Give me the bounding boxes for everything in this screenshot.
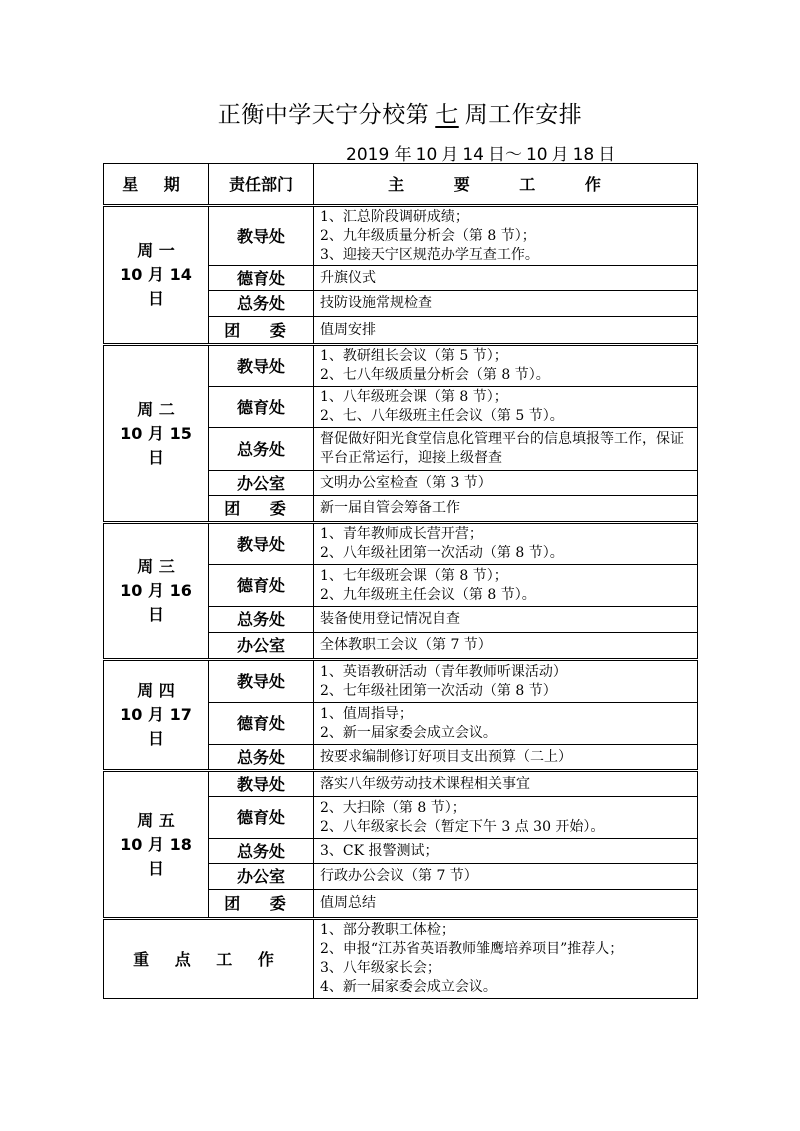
task-cell: [314, 703, 698, 745]
task-line: 2、九年级班主任会议（第 8 节）。: [320, 586, 536, 603]
task-line: 督促做好阳光食堂信息化管理平台的信息填报等工作，保证平台正常运行，迎接上级督查: [320, 431, 684, 466]
day-cell: [104, 345, 209, 523]
task-line: 2、七、八年级班主任会议（第 5 节）。: [320, 408, 564, 424]
task-line: 文明办公室检查（第 3 节）: [320, 474, 492, 491]
header-work: 主 要 工 作: [314, 164, 698, 206]
table-row: [104, 523, 698, 565]
dept-cell: 团 委: [209, 496, 314, 523]
title-suffix: 周工作安排: [464, 102, 583, 128]
task-line: 2、新一届家委会成立会议。: [320, 724, 497, 741]
task-line: 2、申报“江苏省英语教师雏鹰培养项目”推荐人；: [320, 941, 624, 957]
task-line: 新一届自管会筹备工作: [320, 500, 460, 516]
task-line: 2、七年级社团第一次活动（第 8 节）: [320, 682, 557, 699]
task-line: 值周总结: [320, 895, 376, 911]
task-line: 1、青年教师成长营开营；: [320, 526, 483, 542]
task-line: 按要求编制修订好项目支出预算（二上）: [320, 748, 572, 765]
dept-cell: 总务处: [209, 745, 314, 771]
task-cell: [314, 206, 698, 266]
task-cell: [314, 345, 698, 387]
dept-cell: 德育处: [209, 797, 314, 839]
dept-cell: 教导处: [209, 206, 314, 266]
task-cell: [314, 797, 698, 839]
task-line: 2、大扫除（第 8 节）；: [320, 799, 466, 816]
day-name: 周 二: [137, 399, 175, 419]
schedule-table: [103, 163, 698, 999]
dept-cell: 总务处: [209, 839, 314, 864]
day-name: 周 一: [137, 241, 175, 260]
task-line: 升旗仪式: [320, 269, 376, 286]
task-line: 1、教研组长会议（第 5 节）；: [320, 348, 508, 364]
task-cell: [314, 266, 698, 291]
dept-cell: 德育处: [209, 387, 314, 428]
title-prefix: 正衡中学天宁分校第: [217, 102, 430, 128]
task-cell: [314, 771, 698, 797]
day-cell: [104, 523, 209, 660]
dept-cell: 办公室: [209, 864, 314, 890]
table-row: [104, 771, 698, 797]
task-cell: [314, 428, 698, 471]
title-week-number: 七: [435, 102, 459, 128]
day-date: 10 月 18 日: [120, 834, 192, 878]
task-line: 1、汇总阶段调研成绩；: [320, 208, 469, 225]
day-cell: [104, 206, 209, 345]
task-cell: [314, 633, 698, 660]
task-cell: [314, 890, 698, 919]
table-row: [104, 206, 698, 266]
table-header-row: [104, 164, 698, 206]
task-cell: [314, 660, 698, 703]
task-line: 全体教职工会议（第 7 节）: [320, 637, 492, 653]
task-line: 落实八年级劳动技术课程相关事宜: [320, 775, 530, 792]
task-cell: [314, 565, 698, 607]
dept-cell: 教导处: [209, 771, 314, 797]
date-separator: 日～: [487, 145, 522, 165]
day-name: 周 四: [137, 681, 175, 700]
date-end-month: 10: [525, 145, 548, 165]
task-cell: [314, 523, 698, 565]
task-line: 1、英语教研活动（青年教师听课活动）: [320, 663, 567, 680]
dept-cell: 总务处: [209, 607, 314, 633]
task-line: 1、部分教职工体检；: [320, 922, 455, 938]
task-cell: [314, 291, 698, 317]
key-work-cell: [314, 919, 698, 999]
task-line: 1、八年级班会课（第 8 节）；: [320, 389, 508, 405]
day-cell: [104, 660, 209, 771]
date-start-month: 10: [415, 145, 438, 165]
date-end-day: 18: [572, 145, 595, 165]
dept-cell: 德育处: [209, 703, 314, 745]
dept-cell: 德育处: [209, 565, 314, 607]
task-cell: [314, 607, 698, 633]
date-year: 2019 年: [346, 145, 412, 165]
task-line: 2、八年级家长会（暂定下午 3 点 30 开始）。: [320, 818, 605, 835]
task-cell: [314, 317, 698, 345]
task-line: 2、九年级质量分析会（第 8 节）；: [320, 227, 536, 244]
dept-cell: 办公室: [209, 471, 314, 496]
task-line: 3、八年级家长会；: [320, 960, 441, 976]
task-cell: [314, 471, 698, 496]
day-date: 10 月 16 日: [120, 581, 192, 624]
date-end-label: 日: [598, 145, 616, 165]
header-day: 星 期: [104, 164, 209, 206]
task-line: 1、值周指导；: [320, 705, 413, 722]
task-cell: [314, 864, 698, 890]
date-range: [346, 140, 615, 165]
date-month-label: 月: [441, 145, 459, 165]
task-cell: [314, 839, 698, 864]
task-line: 3、CK 报警测试；: [320, 842, 439, 859]
task-line: 技防设施常规检查: [320, 295, 432, 311]
dept-cell: 教导处: [209, 660, 314, 703]
header-dept: 责任部门: [209, 164, 314, 206]
day-date: 10 月 15 日: [120, 423, 192, 467]
dept-cell: 团 委: [209, 317, 314, 345]
task-cell: [314, 496, 698, 523]
day-date: 10 月 17 日: [120, 705, 192, 748]
date-month-label-2: 月: [551, 145, 569, 165]
task-line: 行政办公会议（第 7 节）: [320, 868, 478, 884]
dept-cell: 办公室: [209, 633, 314, 660]
date-start-day: 14: [462, 145, 484, 165]
task-line: 4、新一届家委会成立会议。: [320, 979, 497, 995]
task-line: 装备使用登记情况自查: [320, 611, 460, 627]
key-work-label: 重 点 工 作: [104, 919, 314, 999]
task-cell: [314, 745, 698, 771]
task-cell: [314, 387, 698, 428]
task-line: 2、七八年级质量分析会（第 8 节）。: [320, 367, 550, 383]
task-line: 3、迎接天宁区规范办学互查工作。: [320, 246, 539, 263]
dept-cell: 教导处: [209, 523, 314, 565]
dept-cell: 教导处: [209, 345, 314, 387]
dept-cell: 总务处: [209, 291, 314, 317]
table-row: [104, 345, 698, 387]
dept-cell: 德育处: [209, 266, 314, 291]
dept-cell: 总务处: [209, 428, 314, 471]
task-line: 2、八年级社团第一次活动（第 8 节）。: [320, 545, 564, 561]
page-title: [0, 96, 800, 129]
dept-cell: 团 委: [209, 890, 314, 919]
task-line: 1、七年级班会课（第 8 节）；: [320, 567, 508, 584]
day-date: 10 月 14 日: [120, 265, 192, 308]
day-name: 周 三: [137, 557, 175, 576]
table-row: [104, 660, 698, 703]
task-line: 值周安排: [320, 321, 376, 338]
day-name: 周 五: [137, 810, 175, 830]
key-work-row: [104, 919, 698, 999]
day-cell: [104, 771, 209, 919]
